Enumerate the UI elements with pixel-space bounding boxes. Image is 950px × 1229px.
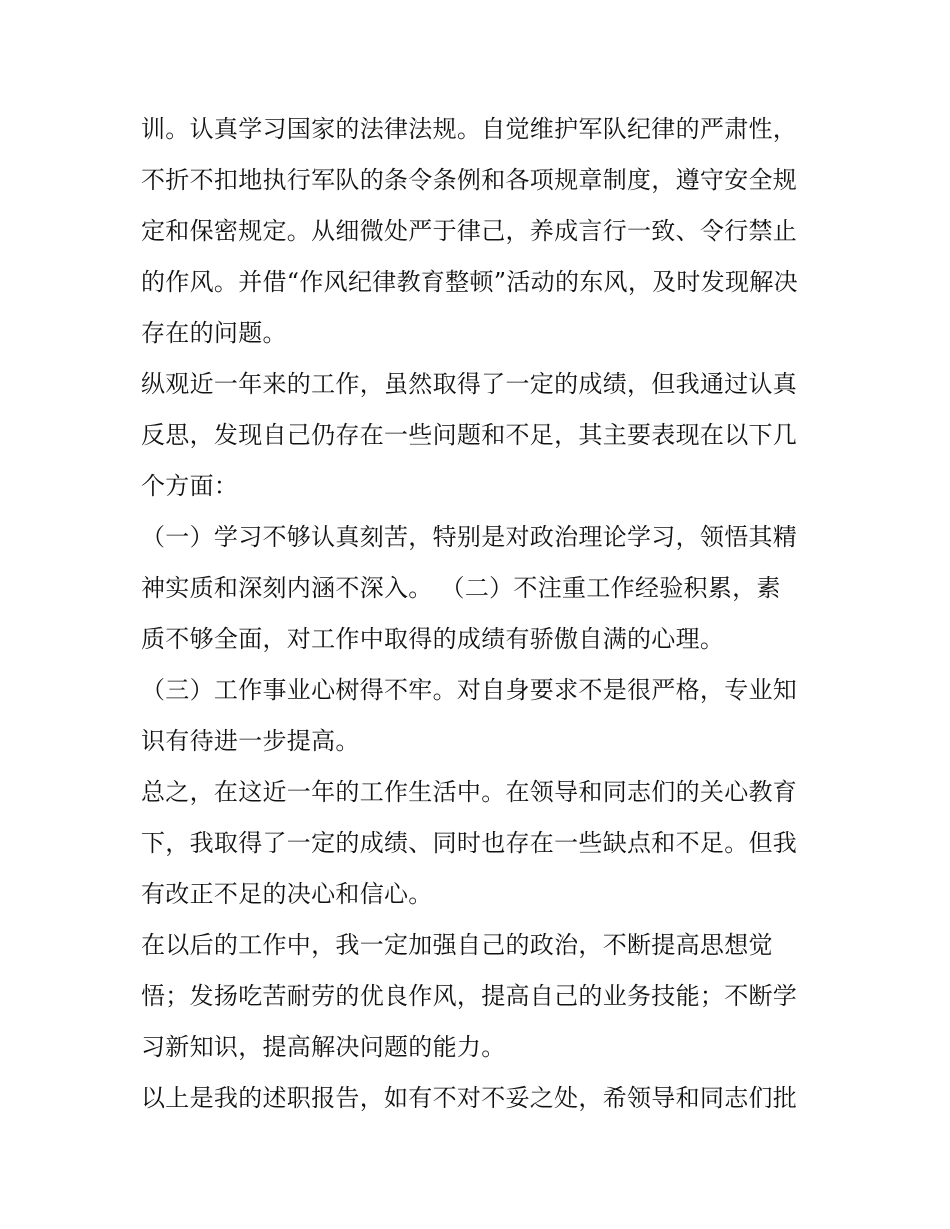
- text-line: 个方面：: [141, 472, 239, 500]
- text-line: 神实质和深刻内涵不深入。 （二）不注重工作经验积累，素: [141, 574, 781, 602]
- text-line: 悟；发扬吃苦耐劳的优良作风，提高自己的业务技能；不断学: [141, 982, 798, 1010]
- text-line: 定和保密规定。从细微处严于律己，养成言行一致、令行禁止: [141, 217, 798, 245]
- text-line: 不折不扣地执行军队的条令条例和各项规章制度，遵守安全规: [141, 166, 798, 194]
- text-line: （一）学习不够认真刻苦，特别是对政治理论学习，领悟其精: [141, 523, 798, 551]
- document-body: [141, 104, 821, 1124]
- text-line: 以上是我的述职报告，如有不对不妥之处，希领导和同志们批: [141, 1084, 798, 1112]
- text-line: 质不够全面，对工作中取得的成绩有骄傲自满的心理。: [141, 625, 725, 653]
- text-line: 在以后的工作中，我一定加强自己的政治，不断提高思想觉: [141, 931, 773, 959]
- text-line: 存在的问题。: [141, 319, 287, 347]
- text-line: 总之，在这近一年的工作生活中。在领导和同志们的关心教育: [141, 778, 798, 806]
- text-line: 习新知识，提高解决问题的能力。: [141, 1033, 506, 1061]
- text-line: 反思，发现自己仍存在一些问题和不足，其主要表现在以下几: [141, 421, 798, 449]
- text-line: 训。认真学习国家的法律法规。自觉维护军队纪律的严肃性，: [141, 115, 798, 143]
- text-line: 有改正不足的决心和信心。: [141, 880, 433, 908]
- text-line: 的作风。并借“作风纪律教育整顿”活动的东风，及时发现解决: [141, 268, 798, 296]
- text-line: 纵观近一年来的工作，虽然取得了一定的成绩，但我通过认真: [141, 370, 798, 398]
- text-line: 下，我取得了一定的成绩、同时也存在一些缺点和不足。但我: [141, 829, 798, 857]
- text-line: 识有待进一步提高。: [141, 727, 360, 755]
- text-line: （三）工作事业心树得不牢。对自身要求不是很严格，专业知: [141, 676, 798, 704]
